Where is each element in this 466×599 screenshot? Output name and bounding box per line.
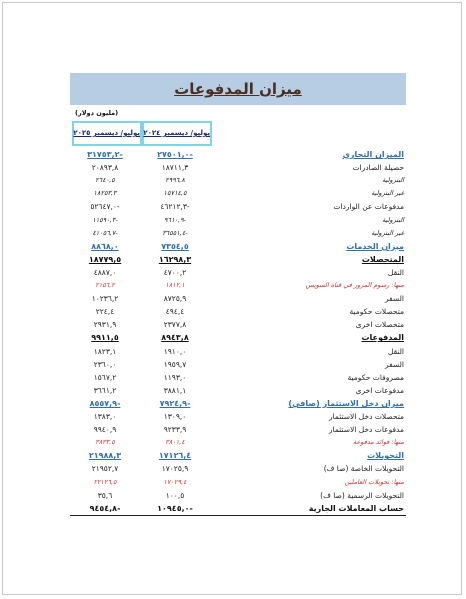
value-2025: ٤٨٨٧,٠ <box>93 267 117 277</box>
table-row <box>70 163 406 175</box>
row-label: البترولية <box>382 215 404 224</box>
row-label: التحويلات الرسمية (صا ف) <box>320 490 404 500</box>
value-2024: ٣٨٠١,٤ <box>165 438 185 447</box>
table-row <box>70 451 406 463</box>
total-underline <box>70 515 406 516</box>
row-label: غير البترولية <box>371 228 404 237</box>
value-2024: ٩٢٣٣,٩ <box>163 425 187 435</box>
value-2025: ٩٤٥٤,٨- <box>89 503 121 513</box>
table-row <box>70 242 406 254</box>
value-2024: ٤٧٠٠,٢ <box>163 267 187 277</box>
value-2025: ١٥٦٧,٢ <box>93 372 117 382</box>
value-2025: ١٨٢٣,١ <box>93 346 117 356</box>
value-2025: ١٨٢٥٣,٣ <box>93 189 117 198</box>
value-2025: ٢١٩٥٢,٧ <box>91 464 119 474</box>
row-label: متحصلات دخل الاستثمار <box>329 412 404 421</box>
table-row <box>70 281 406 293</box>
table-row <box>70 425 406 437</box>
value-2024: ٤٦٢١٢,٣- <box>160 202 190 212</box>
value-2025: ٢٠٨٩٣,٨ <box>91 163 119 173</box>
table-row <box>70 478 406 490</box>
column-header-2024: يوليو/ ديسمبر ٢٠٢٤ <box>142 121 212 146</box>
table-row <box>70 399 406 411</box>
row-label: منها: رسوم المرور في قناة السويس <box>305 281 404 289</box>
row-label: منها: تحويلات العاملين <box>344 477 404 486</box>
value-2024: ١٧٠٢٩,٤ <box>163 477 187 486</box>
row-label: منها: فوائد مدفوعة <box>353 438 404 447</box>
value-2025: ٢٢١٢٦,٥ <box>93 477 117 486</box>
table-row <box>70 150 406 162</box>
value-2024: ٨٧٢٥,٩ <box>163 294 187 304</box>
row-label: مدفوعات اخرى <box>355 385 404 395</box>
table-row <box>70 320 406 332</box>
table-row <box>70 307 406 319</box>
value-2025: ٨٨٦٨,٠ <box>91 241 119 251</box>
row-label: المدفوعات <box>361 333 404 343</box>
value-2025: ١٨٧٧٩,٥ <box>88 254 122 264</box>
row-label: السفر <box>385 294 404 304</box>
table-row <box>70 202 406 214</box>
row-label: النقل <box>387 346 404 356</box>
table-row <box>70 347 406 359</box>
value-2025: ٩٩١١,٥ <box>91 333 119 343</box>
row-label: مدفوعات دخل الاستثمار <box>328 425 404 435</box>
value-2024: ٨٩٤٣,٨ <box>161 333 189 343</box>
row-label: المتحصلات <box>361 254 404 264</box>
value-2024: ٧٣٥٤,٥ <box>161 241 189 251</box>
row-label: التحويلات الخاصة (صا ف) <box>323 464 404 474</box>
value-2024: ٣٨٨١,١ <box>163 385 187 395</box>
value-2024: ٤٩٤,٤ <box>165 307 185 317</box>
row-label: ميزان الخدمات <box>346 241 404 251</box>
table-row <box>70 491 406 503</box>
row-label: متحصلات اخرى <box>355 320 404 330</box>
value-2024: ٣٦٥٥١,٤- <box>162 228 188 237</box>
value-2024: ٢٧٥٠١,٠- <box>157 150 193 159</box>
value-2025: ٢٦٤٠,٥ <box>95 176 115 185</box>
value-2025: ١٠٢٣٦,٢ <box>91 294 119 304</box>
row-label: التحويلات <box>367 451 404 461</box>
value-2024: ١٧٠٢٥,٩ <box>161 464 189 474</box>
value-2025: ٥٢٦٤٧,٠- <box>90 202 120 212</box>
row-label: حصيلة الصادرات <box>352 163 404 173</box>
table-row <box>70 464 406 476</box>
value-2024: ١٠٩٤٥,٠- <box>157 503 193 513</box>
value-2025: ٣٦٦١,٢ <box>93 385 117 395</box>
table-row <box>70 373 406 385</box>
value-2025: ٢١٩٨٨,٣ <box>88 451 122 461</box>
value-2025: ٢٣٦٠,٠ <box>93 359 117 369</box>
row-label: مصروفات حكومية <box>347 372 404 382</box>
table-row <box>70 386 406 398</box>
row-label: حساب المعاملات الجارية <box>308 503 404 513</box>
value-2024: ٧٩٢٤,٩- <box>159 398 191 408</box>
table-row <box>70 268 406 280</box>
value-2024: ١٩١٠,٠ <box>163 346 187 356</box>
value-2024: ١٨١٢,١ <box>165 281 185 289</box>
table-row <box>70 189 406 201</box>
row-label: مدفوعات عن الواردات <box>333 202 404 212</box>
row-label: البترولية <box>382 176 404 185</box>
value-2025: ٤١٠٥٦,٧- <box>92 228 118 237</box>
unit-label: (مليون دولار) <box>75 109 119 117</box>
table-row <box>70 360 406 372</box>
column-header-2025: يوليو/ ديسمبر ٢٠٢٥ <box>72 121 142 146</box>
table-row <box>70 412 406 424</box>
value-2024: ١١٩٣,٠ <box>163 372 187 382</box>
value-2024: ١٦٢٩٨,٣ <box>158 254 192 264</box>
value-2025: ٣٥,٦ <box>97 490 113 500</box>
value-2024: ١٧١٢٦,٤ <box>158 451 192 461</box>
table-row <box>70 229 406 241</box>
value-2025: ٨٥٥٧,٩- <box>89 398 121 408</box>
value-2025: ٣٨٣٣,٥ <box>95 438 115 447</box>
row-label: غير البترولية <box>371 189 404 198</box>
title-bar <box>70 73 406 105</box>
table-row <box>70 176 406 188</box>
table-row <box>70 438 406 450</box>
value-2024: ٢٣٧٧,٨ <box>163 320 187 330</box>
value-2024: ١٥٧١٤,٥ <box>163 189 187 198</box>
row-label: ميزان دخل الاستثمار (صافي) <box>288 398 404 408</box>
table-row <box>70 255 406 267</box>
row-label: السفر <box>385 359 404 369</box>
value-2025: ٣١٧٥٣,٢- <box>87 150 123 159</box>
table-row <box>70 333 406 345</box>
table-row <box>70 294 406 306</box>
value-2025: ٢٩٣١,٩ <box>93 320 117 330</box>
row-label: متحصلات حكومية <box>349 307 404 317</box>
row-label: الميزان التجاري <box>342 150 404 159</box>
value-2024: ١٩٥٩,٧ <box>163 359 187 369</box>
page-title: ميزان المدفوعات <box>174 80 302 98</box>
value-2024: ٩٦١٠,٩- <box>164 215 186 224</box>
value-2025: ٢١٥٦,٢ <box>95 281 115 289</box>
value-2024: ١٣٠٩,٠ <box>163 412 187 421</box>
value-2025: ٩٩٤٠,٩ <box>93 425 117 435</box>
value-2024: ١٨٧١١,٣ <box>161 163 189 173</box>
value-2025: ١٣٨٣,٠ <box>93 412 117 421</box>
value-2024: ٢٩٩٦,٨ <box>165 176 185 185</box>
value-2025: ٢٢٤,٤ <box>95 307 115 317</box>
row-label: النقل <box>387 267 404 277</box>
value-2025: ١١٥٩٠,٣- <box>92 215 118 224</box>
table-row <box>70 216 406 228</box>
value-2024: ١٠٠,٥ <box>165 490 185 500</box>
